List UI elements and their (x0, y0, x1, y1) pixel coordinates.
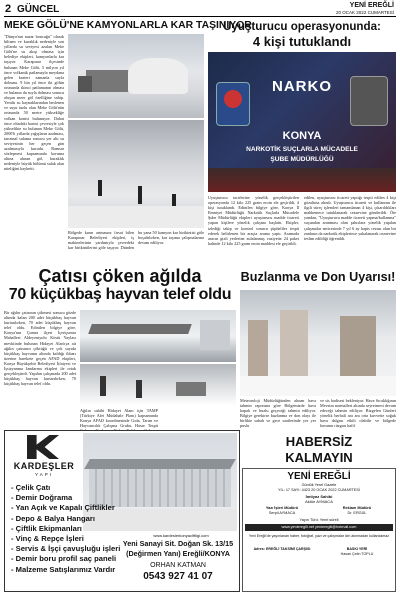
kardesler-address-1: Yeni Sanayi Sit. Doğan Sk. 13/15 (122, 539, 234, 548)
kardesler-address-2: (Değirmen Yanı) Ereğli/KONYA (126, 549, 230, 558)
issue-date: 20 OCAK 2022 CUMARTESİ (336, 10, 394, 15)
story-drugs-col1: Uyuşturucu tacirlerine yönelik gerçekleştirilen operasyonda 12 kilo 225 gram eroin ele geçirildi, 4 kişi tutuklandı. Edinilen bilgiye göre, Konya İl Emniyet Müdürlüğü Narkotik Suçlarla Mücadele Şube Müdürlüğü ekipleri uyuşturucu madde ticareti yapan kişilere yönelik çalışma başlattı. Ekipler, izlediği takip ve kontrol sonucu şüpheliler tespit ederek belirlenen bir araçta arama yaptı. Aramada aracın gizli yerlerine zulalanmış vaziyette 24 paket halinde 12 kilo 225 gram eroin maddesi ele geçirildi. (208, 195, 299, 246)
narcotics-banner (208, 52, 396, 192)
imprint-owner-label: İmtiyaz Sahibi (305, 494, 333, 499)
page-number: 2 (5, 3, 12, 15)
lake-people-photo (68, 120, 204, 228)
service-item: - Vinç & Repçe İşleri (11, 534, 84, 544)
service-item: - Malzeme Satışlarımız Vardır (11, 564, 116, 574)
imprint-subtitle: Günlük Yerel Gazete (301, 483, 337, 487)
imprint-press-label: BASKI YERİ (346, 547, 368, 551)
imprint-site-label: Yayın Türü: Yerel süreli (299, 518, 339, 522)
imprint-editor: Serpil AYMACA (268, 511, 296, 515)
story-warning-col2: ve sis hadisesi bekleniyor. Hava Sıcaklığının Mevsim normalleri altında seyretmesi devam edeceği tahmin ediliyor. Bizgelen Günleri yönelik herhalt ara ara orta kuvvette soğuk hava dalgası etkili olabilir ve bölgede havanın rüzgarı hafif (320, 398, 396, 429)
story-drugs-headline-1: Uyuşturucu operasyonunda: (223, 20, 381, 33)
service-item: - Demir Doğrama (11, 493, 73, 503)
kardesler-brand: KARDEŞLER (13, 461, 75, 471)
imprint (242, 468, 396, 592)
story-lake (4, 20, 252, 260)
story-drugs-col2: edilen, uyuşturucu ticareti yaptığı tespit edilen 4 kişi gözaltına alındı. Uyuşturucu ticareti ve kullanımı ile ilgili süreç işlemleri tamamlanan 4 kişi, çıkarıldıkları mahkemece tutuklanarak cezaevine gönderildi. Öte yandan, "Uyuşturucu madde ticareti yapma/kullanma" suçundan aranması olan şahıslara yönelik yapılan çalışmalar neticesinde 7 yıl 6 ay hapis cezası olan bir zanlının da narkotik ekiplerince yakalanarak cezaevine teslim edildiği öğrenildi. (304, 195, 396, 241)
service-item: - Depo & Balya Hangarı (11, 513, 95, 523)
kardesler-sub: YAPI (35, 472, 53, 477)
story-drugs-headline-2: 4 kişi tutuklandı (252, 34, 352, 49)
imprint-address-label: Adres: EREĞLİ TAKSİMİ ÇARŞISI (253, 547, 311, 551)
kardesler-logo (9, 435, 79, 479)
imprint-issue: YIL: 17 SAYI: 4423 20 OCAK 2022 CUMARTESİ (278, 488, 360, 492)
banner-unit: NARKOTİK SUÇLARLA MÜCADELE (246, 146, 358, 153)
section-name: GÜNCEL (17, 4, 60, 15)
story-barn-col1: Bir ağılın çatısının çökmesi sonucu gözde altında kalan 200 adet küçükbaş hayvan kurtarılırken, 70 adet küçükbaş hayvan telef oldu. Edinilen bilgiye göre, Konya'nın Çumra ilçesi İçeriçumra Mahallesi Aldeyeniyolu Köstü Yaylası mevkiinde bulunan Hidayet Alan'ıya ait ağılın çatısının çöktüğü ve çok sayıda küçükbaş hayvanın altında kaldığı ihbarı üzerine harekete geçen AFAD ekipleri, Konya Büyükşehir Belediyesi İtfaiyesi ve İşsizyanma Jandarma ekipleri ile ortak gerçekleştirdi. Yapılan çalışmada 200 adet küçükbaş hayvan kurtarılırken, 70 küçükbaş hayvan telef oldu. (4, 310, 76, 387)
imprint-owner: Aktüe AYMACA (305, 499, 333, 504)
banner-city: KONYA (282, 130, 322, 142)
imprint-editor-label: Yazı İşleri Müdürü (265, 506, 299, 510)
narko-logo: NARKO (272, 78, 332, 95)
barn-rescue-photo (80, 364, 236, 406)
service-item: - Demir boru profil saç paneli (11, 554, 117, 564)
banner-dept: ŞUBE MÜDÜRLÜĞÜ (270, 156, 334, 163)
masthead (0, 0, 400, 18)
promo-line-2: KALMAYIN (285, 450, 353, 465)
paper-name: YENİ EREĞLİ (349, 2, 394, 9)
story-warning-col1: Meteoroloji Müdürlüğünden alınan hava tahmin raporuna göre Bölgemizde hava kapalı ve buzlu geçeceği tahmin ediliyor. Bilgiye gerekirse buzlanma ve don olayı ile birlikte sabah ve gece saatlerinde yer yer puslu (240, 398, 316, 429)
ad-kardesler (4, 430, 240, 592)
service-item: - Çiftlik Ekipmanları (11, 523, 82, 533)
kardesler-phone: 0543 927 41 07 (143, 571, 213, 582)
imprint-advert-label: Reklam Müdürü (342, 506, 372, 510)
service-item: - Servis & İşçi çavuşluğu işleri (11, 544, 121, 554)
service-item: - Yan Açık ve Kapalı Çiftlikler (11, 503, 115, 513)
snow-street-photo (240, 290, 396, 396)
imprint-title: YENİ EREĞLİ (287, 471, 351, 482)
story-barn (4, 266, 236, 429)
story-drugs (208, 20, 396, 260)
masthead-rule (4, 16, 396, 17)
story-lake-headline: MEKE GÖLÜ'NE KAMYONLARLA KAR TAŞINIYOR (4, 20, 252, 31)
k-mark-icon (27, 435, 59, 459)
promo-line-1: HABERSİZ (285, 434, 353, 449)
story-barn-col2: Ağılın sahibi Hidayet Alanı için TAMP (Türkiye Afet Müdahale Planı) kapsamında Konya AFAD koordinesinde Gıda, Tarım ve Hayvancılık Çalışma Grubu, Hasar Tespit (80, 408, 158, 429)
story-warning (240, 266, 396, 429)
imprint-press: Hasan Çetin TOPLU (340, 552, 374, 556)
story-lake-continued: Bölgede karın artmasını fırsat bilen Karapınar Belediyesi ekipleri, iş makinelerinin yardımıyla çevredeki kar birikintilerini göle taşıyor. Dünden bu yana 50 kamyon kar birikintisi göle boşaltılırken, kar taşıma çalışmalarına devam ediliyor. (68, 230, 204, 251)
imprint-notice: Yeni Ereğli'de yayınlanan haber, fotoğraf, yazı ve çalışmalar izin alınmadan kullanılamaz (248, 534, 390, 538)
barn-roof-photo (80, 310, 236, 362)
story-barn-headline-2: 70 küçükbaş hayvan telef oldu (8, 286, 232, 303)
story-barn-headline-1: Çatısı çöken ağılda (38, 266, 202, 286)
kardesler-contact: ORHAN KATMAN (150, 562, 206, 569)
kardesler-web: www.kardeslerkonyaciftligi.com (153, 533, 209, 538)
service-item: - Çelik Çatı (11, 483, 51, 492)
story-warning-headline: Buzlanma ve Don Uyarısı! (240, 270, 396, 284)
promo-box (242, 430, 396, 466)
imprint-advert: Dr. ERGÜL (347, 511, 367, 515)
story-lake-body: "Dünya'nın nazar boncuğu" olarak bilinen ve kuraklık nedeniyle son yıllarda su seviyesi azalan Meke Gölü'ne su akışı olmasa için belediye ekipleri, kamyonlarla kar taşıyor. Karapınar ilçesinde bulunan Meke Gölü, 5 milyon yıl önce volkanik patlamayla meydana gelen krateri zamanla suyla dolması. 9 bin yıl önce iki gölün ortasında ikinci patlamanın olması ve bulanın da suyla dolması sonucu oluşan meer göl özelliğine sahip. Yeraltı su kaynaklarından beslenen ve suyu tuzlu olan Meke Gölü'nün ortasında 50 metre yüksekliğe volkan konisi bulunuyor. Dahai önce oltadaki konisi çevresiyle çok yükselikte su bulunan Meke Gölü, 2000'li yıllarda yağışların azalması, tarımsal sulama sonucu yer altı su seviyesinin her geçen gün azalmasıyla kurudu. Ramsar sözleşmesi kapsamında koruma altına alınan göl, kuraklık nedeniyle büyük bölümü sulak alan niteliğini kaybetti. (4, 34, 64, 172)
imprint-email[interactable]: www.yeniereglii.net yeniereglii@hotmail.com (281, 525, 357, 529)
lake-truck-photo (68, 34, 204, 118)
